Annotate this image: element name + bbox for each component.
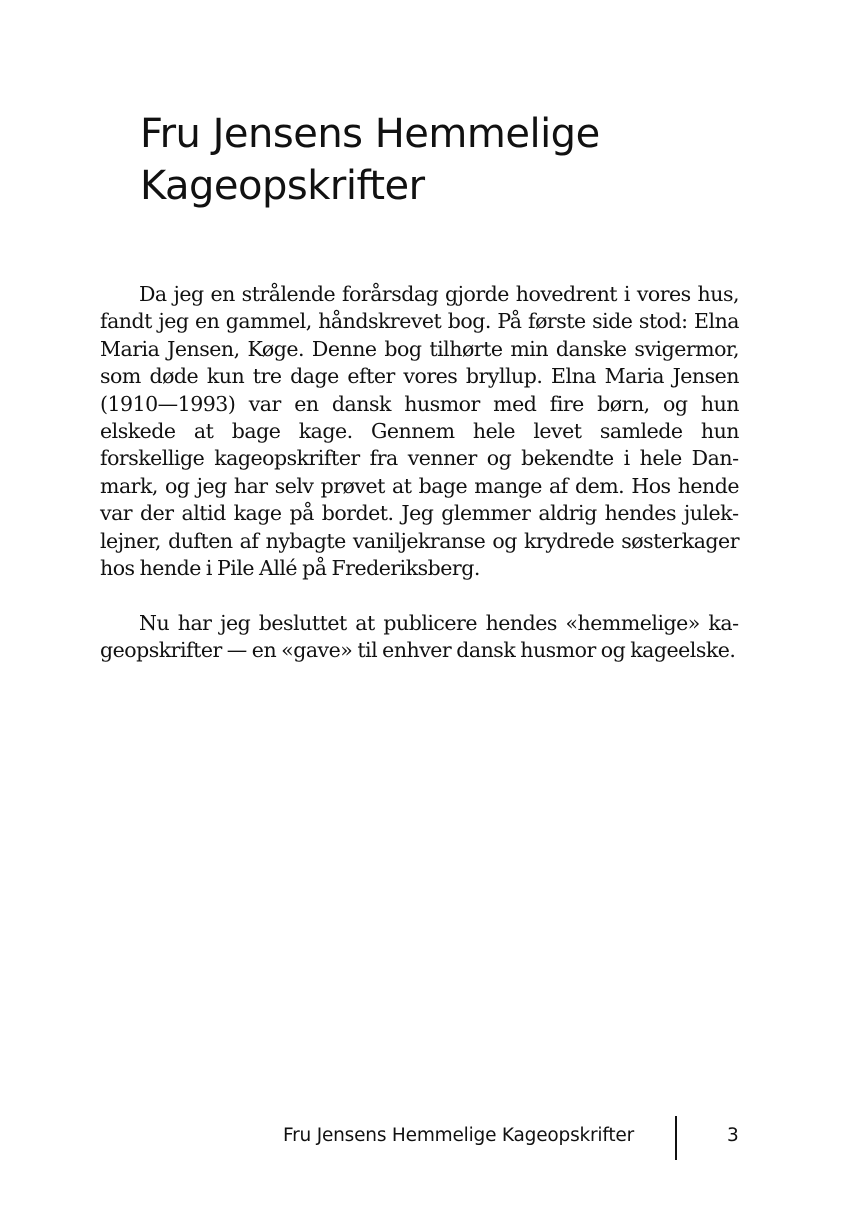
footer-divider (675, 1116, 677, 1160)
running-footer-title: Fru Jensens Hemmelige Kageopskrifter (283, 1125, 634, 1146)
page-number: 3 (727, 1125, 739, 1146)
body-text (100, 281, 739, 665)
paragraph-2: Nu har jeg besluttet at publicere hendes «hemmelige» kageopskrifter — en «gave» til enhver dansk husmor og kageelske. (100, 610, 739, 663)
chapter-title: Fru Jensens Hemmelige Kageopskrifter (140, 111, 600, 209)
paragraph-1: Da jeg en strålende forårsdag gjorde hovedrent i vores hus, fandt jeg en gammel, håndskrevet bog. På første side stod: Elna Maria Jensen, Køge. Denne bog tilhørte min danske svigermor, som døde kun tre dage efter vores bryllup. Elna Maria Jensen (1910—1993) var en dansk husmor med fire børn, og hun elskede at bage kage. Gennem hele levet samlede hun forskellige kageopskrifter fra venner og bekendte i hele Danmark, og jeg har selv prøvet at bage mange af dem. Hos hende var der altid kage på bordet. Jeg glemmer aldrig hendes juleklejner, duften af nybagte vaniljekranse og krydrede søsterkager hos hende i Pile Allé på Frederiksberg. (100, 282, 739, 581)
